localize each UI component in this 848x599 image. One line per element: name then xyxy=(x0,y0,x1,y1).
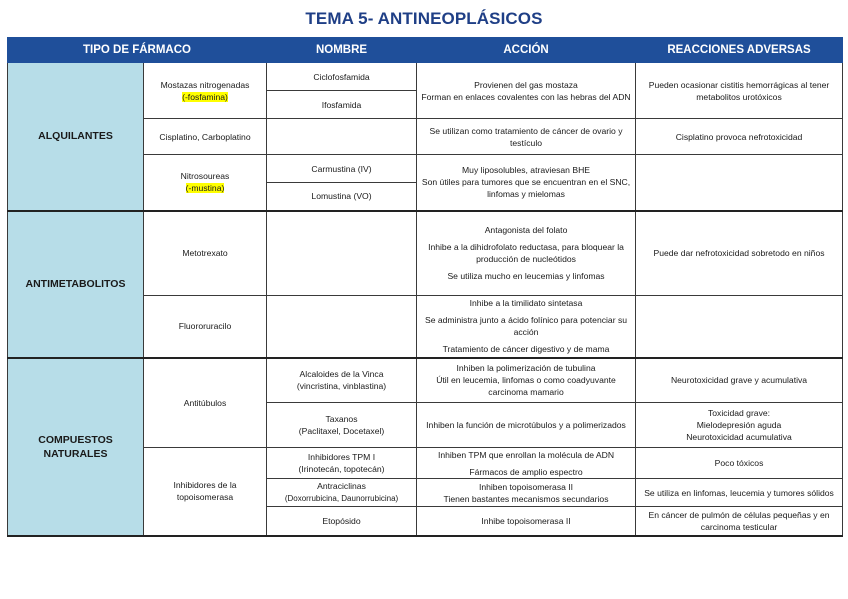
accion-metotrexato xyxy=(417,211,636,296)
accion-alcaloides-1: Inhiben la polimerización de tubulina xyxy=(456,363,596,374)
header-row xyxy=(8,38,843,63)
suffix-mustina: (-mustina) xyxy=(185,183,225,194)
category-antimetabolitos: ANTIMETABOLITOS xyxy=(8,211,144,358)
subtype-fluorouracilo: Fluororuracilo xyxy=(144,296,267,358)
accion-antraciclinas-1: Inhiben topoisomerasa II xyxy=(478,481,574,492)
drug-cisplatino-empty xyxy=(267,119,417,155)
row-alcaloides xyxy=(8,358,843,403)
accion-alcaloides-2: Útil en leucemia, linfomas o como coadyuvante carcinoma mamario xyxy=(436,375,616,398)
drug-alcaloides-name: Alcaloides de la Vinca xyxy=(299,369,384,380)
accion-mostazas xyxy=(417,63,636,119)
drug-tpm xyxy=(267,448,417,479)
drug-etoposido: Etopósido xyxy=(267,507,417,536)
accion-taxanos: Inhiben la función de microtúbulos y a polimerizados xyxy=(417,403,636,448)
accion-mostazas-2: Forman en enlaces covalentes con las hebras del ADN xyxy=(421,91,631,102)
subtype-metotrexato: Metotrexato xyxy=(144,211,267,296)
drug-antraciclinas xyxy=(267,479,417,507)
accion-etoposido: Inhibe topoisomerasa II xyxy=(417,507,636,536)
row-metotrexato xyxy=(8,211,843,296)
subtype-nitrosoureas xyxy=(144,155,267,211)
drug-taxanos xyxy=(267,403,417,448)
subtype-mostazas-label: Mostazas nitrogenadas xyxy=(160,79,250,90)
reaccion-nitrosoureas-empty xyxy=(636,155,843,211)
drug-ciclofosfamida: Ciclofosfamida xyxy=(267,63,417,91)
reaccion-antraciclinas: Se utiliza en linfomas, leucemia y tumores sólidos xyxy=(636,479,843,507)
drug-carmustina: Carmustina (IV) xyxy=(267,155,417,183)
accion-metotrexato-3: Se utiliza mucho en leucemias y linfomas xyxy=(447,271,605,282)
reaccion-mostazas: Pueden ocasionar cistitis hemorrágicas al tener metabolitos urotóxicos xyxy=(636,63,843,119)
header-reacciones: REACCIONES ADVERSAS xyxy=(636,38,843,63)
reaccion-taxanos-3: Neurotoxicidad acumulativa xyxy=(686,432,792,442)
accion-fluorouracilo-1: Inhibe a la timilidato sintetasa xyxy=(469,298,583,309)
category-compuestos-naturales: COMPUESTOS NATURALES xyxy=(8,358,144,536)
accion-tpm-1: Inhiben TPM que enrollan la molécula de ADN xyxy=(437,449,615,460)
accion-alcaloides xyxy=(417,358,636,403)
reaccion-taxanos xyxy=(636,403,843,448)
subtype-mostazas xyxy=(144,63,267,119)
document-title: TEMA 5- ANTINEOPLÁSICOS xyxy=(305,9,543,28)
drug-tpm-name: Inhibidores TPM I xyxy=(307,452,376,462)
accion-nitrosoureas-2: Son útiles para tumores que se encuentran en el SNC, linfomas y mielomas xyxy=(421,177,631,200)
subtype-nitrosoureas-label: Nitrosoureas xyxy=(180,171,230,182)
accion-metotrexato-2: Inhibe a la dihidrofolato reductasa, para bloquear la producción de nucleótidos xyxy=(428,242,624,265)
drug-ifosfamida: Ifosfamida xyxy=(267,91,417,119)
suffix-fosfamina: (-fosfamina) xyxy=(182,91,228,102)
subtype-cisplatino: Cisplatino, Carboplatino xyxy=(144,119,267,155)
reaccion-alcaloides: Neurotoxicidad grave y acumulativa xyxy=(636,358,843,403)
drug-lomustina: Lomustina (VO) xyxy=(267,183,417,211)
accion-mostazas-1: Provienen del gas mostaza xyxy=(474,79,578,90)
reaccion-tpm: Poco tóxicos xyxy=(636,448,843,479)
accion-cisplatino: Se utilizan como tratamiento de cáncer de ovario y testículo xyxy=(417,119,636,155)
accion-tpm-2: Fármacos de amplio espectro xyxy=(469,466,583,477)
drug-fluorouracilo-empty xyxy=(267,296,417,358)
accion-fluorouracilo xyxy=(417,296,636,358)
drug-antraciclinas-name: Antraciclinas xyxy=(317,481,366,491)
category-alquilantes: ALQUILANTES xyxy=(8,63,144,211)
subtype-topoisomerasa: Inhibidores de la topoisomerasa xyxy=(144,448,267,536)
drug-taxanos-examples: (Paclitaxel, Docetaxel) xyxy=(298,426,385,436)
header-nombre: NOMBRE xyxy=(267,38,417,63)
accion-nitrosoureas xyxy=(417,155,636,211)
accion-fluorouracilo-2: Se administra junto a ácido folínico para potenciar su acción xyxy=(424,315,628,338)
reaccion-fluorouracilo-empty xyxy=(636,296,843,358)
antineoplasicos-table xyxy=(7,37,843,537)
reaccion-cisplatino: Cisplatino provoca nefrotoxicidad xyxy=(636,119,843,155)
reaccion-etoposido: En cáncer de pulmón de células pequeñas y en carcinoma testicular xyxy=(636,507,843,536)
drug-taxanos-name: Taxanos xyxy=(325,414,358,424)
accion-nitrosoureas-1: Muy liposolubles, atraviesan BHE xyxy=(462,165,591,176)
subtype-antitubulos: Antitúbulos xyxy=(144,358,267,448)
accion-fluorouracilo-3: Tratamiento de cáncer digestivo y de mama xyxy=(442,344,610,355)
drug-antraciclinas-examples: (Doxorrubicina, Daunorrubicina) xyxy=(284,494,399,503)
reaccion-metotrexato: Puede dar nefrotoxicidad sobretodo en niños xyxy=(636,211,843,296)
accion-tpm xyxy=(417,448,636,479)
row-ciclofosfamida xyxy=(8,63,843,91)
drug-tpm-examples: (Irinotecán, topotecán) xyxy=(298,464,385,474)
reaccion-taxanos-2: Mielodepresión aguda xyxy=(696,420,782,430)
accion-antraciclinas-2: Tienen bastantes mecanismos secundarios xyxy=(443,493,609,504)
header-accion: ACCIÓN xyxy=(417,38,636,63)
accion-antraciclinas xyxy=(417,479,636,507)
reaccion-taxanos-1: Toxicidad grave: xyxy=(707,408,771,418)
drug-alcaloides xyxy=(267,358,417,403)
drug-metotrexato-empty xyxy=(267,211,417,296)
header-tipo: TIPO DE FÁRMACO xyxy=(8,38,267,63)
accion-metotrexato-1: Antagonista del folato xyxy=(484,225,568,236)
drug-alcaloides-examples: (vincristina, vinblastina) xyxy=(296,381,387,392)
